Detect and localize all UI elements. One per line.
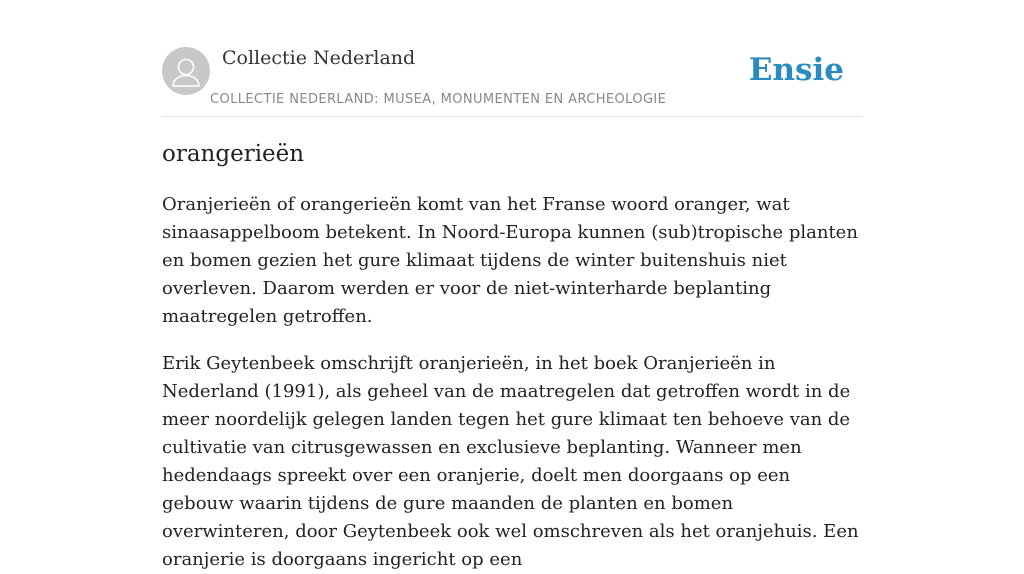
article-paragraph: Erik Geytenbeek omschrijft oranjerieën, in het boek Oranjerieën in Nederland (1991), als geheel van de maatregelen dat getroffen wordt in de meer noordelijk gelegen landen tegen het gure klimaat ten behoeve van de cultivatie van citrusgewassen en exclusieve beplanting. Wanneer men hedendaags spreekt over een oranjerie, doelt men doorgaans op een gebouw waarin tijdens de gure maanden de planten en bomen overwinteren, door Geytenbeek ook wel omschreven als het oranjehuis. Een oranjerie is doorgaans ingericht op een <box>162 353 859 570</box>
article-header <box>162 46 862 117</box>
article-title: orangerieën <box>162 141 305 167</box>
article-body <box>162 138 862 574</box>
author-avatar[interactable] <box>162 47 210 95</box>
publication-name[interactable]: COLLECTIE NEDERLAND: MUSEA, MONUMENTEN EN ARCHEOLOGIE <box>210 92 667 107</box>
ensie-logo[interactable]: Ensie <box>748 52 844 88</box>
author-name[interactable]: Collectie Nederland <box>222 47 416 69</box>
article-paragraph: Oranjerieën of orangerieën komt van het Franse woord oranger, wat sinaasappelboom betekent. In Noord-Europa kunnen (sub)tropische planten en bomen gezien het gure klimaat tijdens de winter buitenshuis niet overleven. Daarom werden er voor de niet-winterharde beplanting maatregelen getroffen. <box>162 194 858 327</box>
user-silhouette-icon <box>162 47 210 95</box>
